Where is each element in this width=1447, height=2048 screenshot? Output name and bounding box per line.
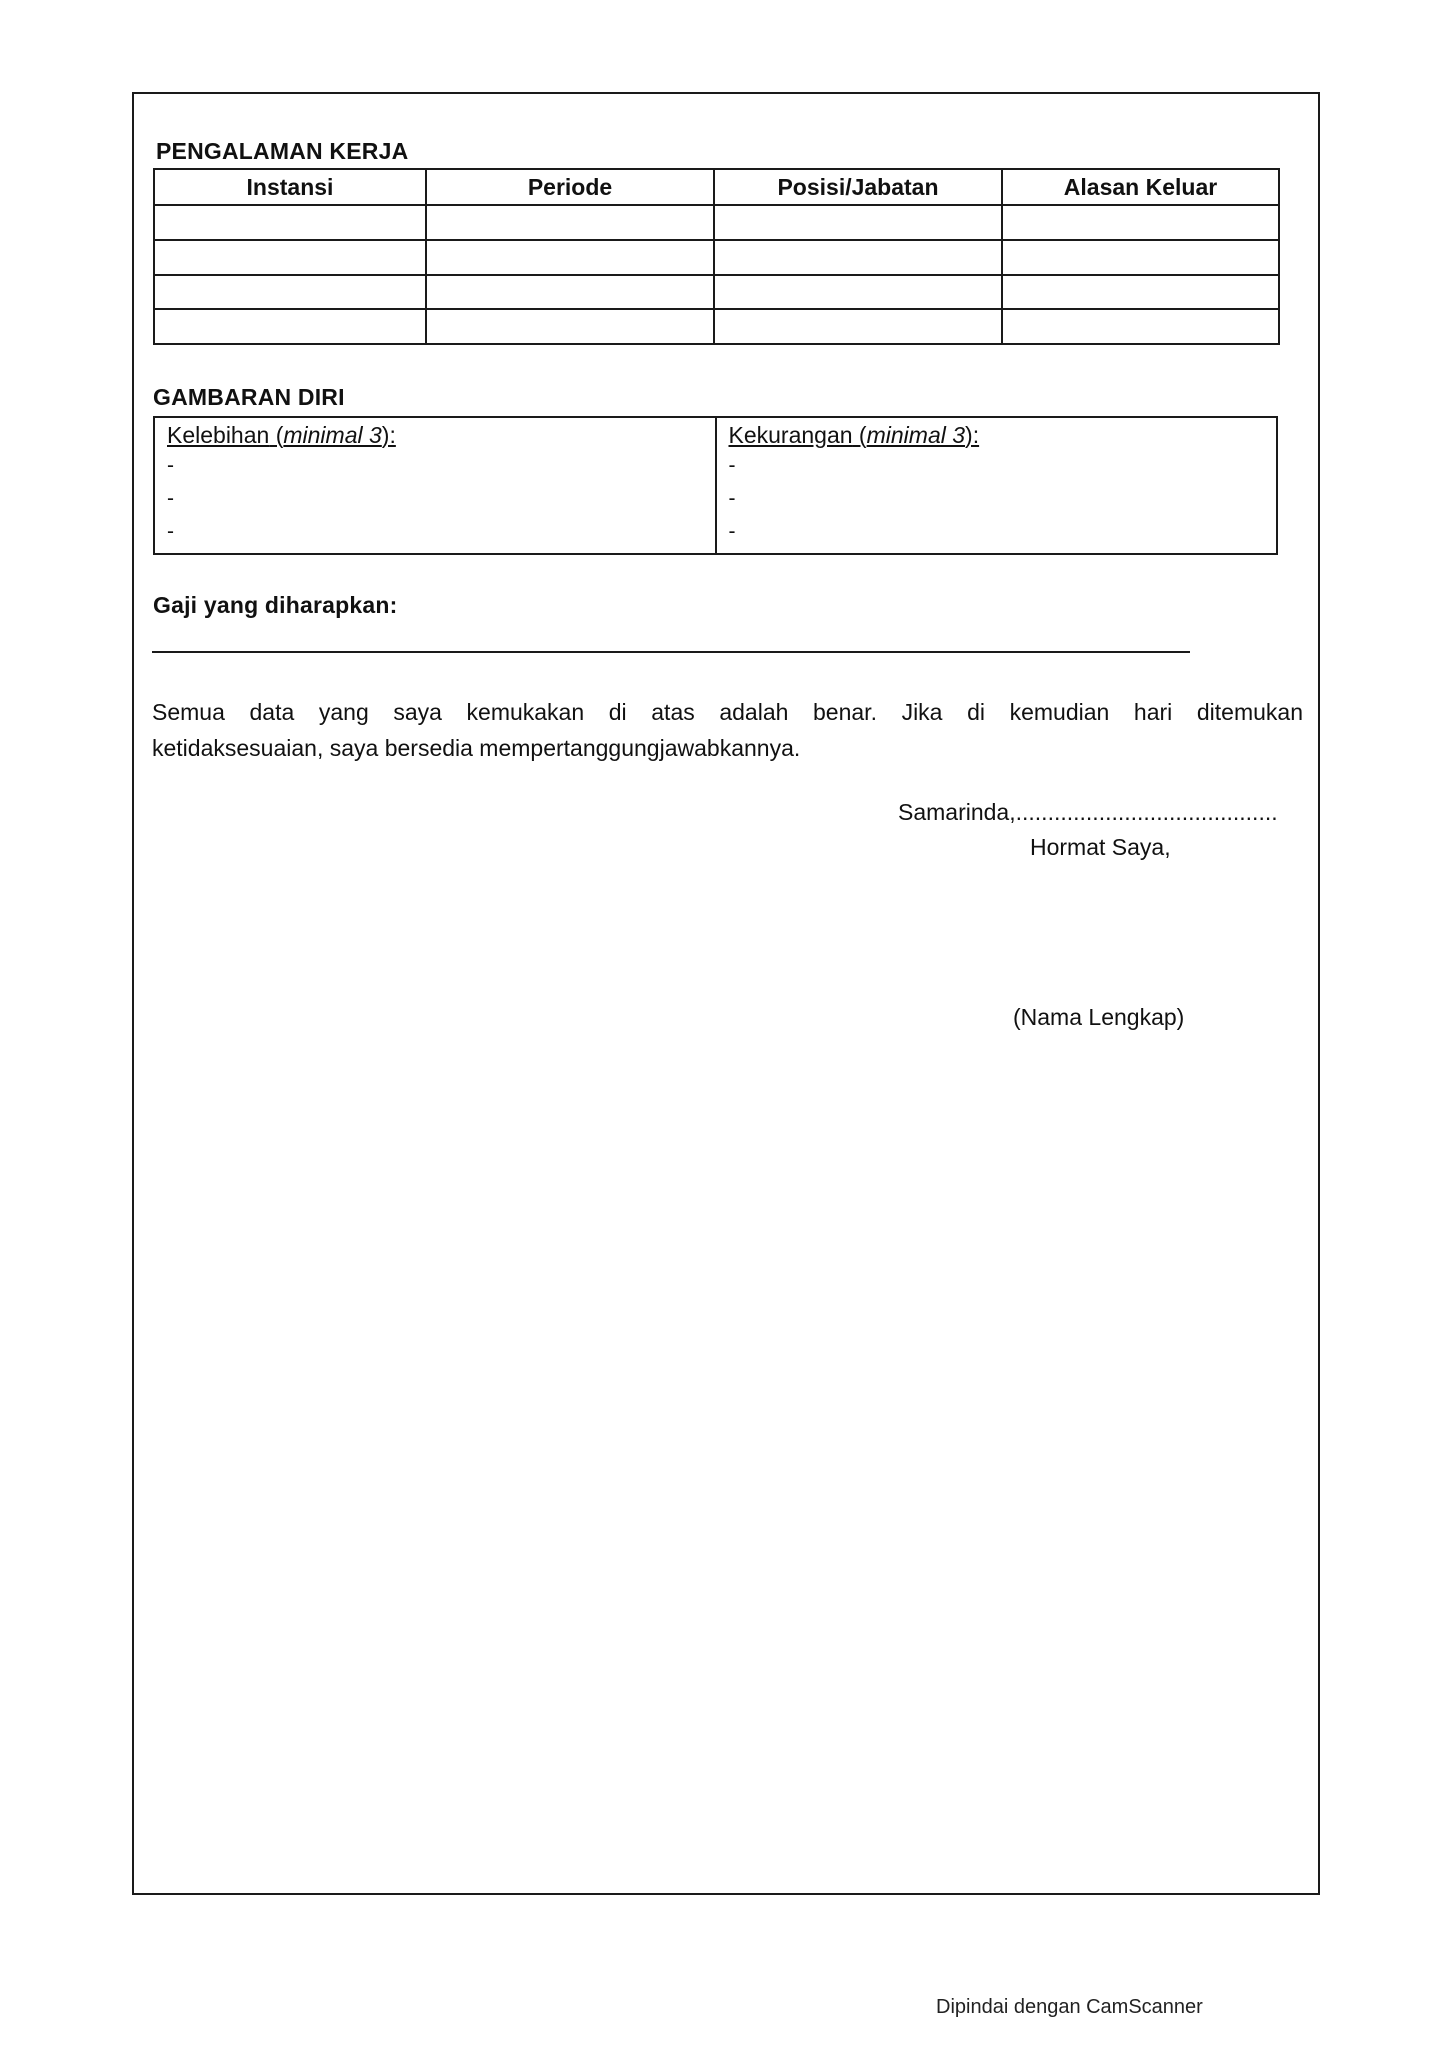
closing-greeting: Hormat Saya, — [1030, 834, 1171, 860]
table-cell[interactable] — [714, 205, 1002, 240]
expected-salary-field[interactable] — [152, 651, 1190, 653]
table-cell[interactable] — [714, 309, 1002, 344]
table-cell[interactable] — [426, 240, 714, 275]
column-header-periode: Periode — [426, 169, 714, 205]
weakness-bullet: - — [728, 487, 736, 510]
weakness-bullet: - — [728, 454, 736, 477]
table-cell[interactable] — [1002, 275, 1279, 310]
work-experience-table — [153, 168, 1280, 345]
table-cell[interactable] — [426, 205, 714, 240]
table-row — [154, 205, 1279, 240]
table-cell[interactable] — [154, 275, 426, 310]
table-header-row — [154, 169, 1279, 205]
table-cell[interactable] — [1002, 309, 1279, 344]
weaknesses-column[interactable] — [715, 418, 1277, 553]
table-cell[interactable] — [154, 240, 426, 275]
strengths-label: Kelebihan (minimal 3): — [167, 422, 396, 448]
table-cell[interactable] — [154, 205, 426, 240]
strength-bullet: - — [167, 454, 174, 477]
self-description-box — [153, 416, 1278, 555]
place-date-line[interactable]: Samarinda,......................................... — [898, 799, 1278, 825]
full-name-placeholder: (Nama Lengkap) — [1013, 1004, 1185, 1030]
strengths-column[interactable] — [155, 418, 715, 553]
table-cell[interactable] — [714, 240, 1002, 275]
self-description-title: GAMBARAN DIRI — [153, 384, 345, 410]
table-cell[interactable] — [714, 275, 1002, 310]
scanner-watermark: Dipindai dengan CamScanner — [936, 1996, 1203, 2018]
table-cell[interactable] — [426, 275, 714, 310]
table-row — [154, 275, 1279, 310]
strength-bullet: - — [167, 520, 174, 543]
work-experience-title: PENGALAMAN KERJA — [156, 138, 409, 164]
expected-salary-label: Gaji yang diharapkan: — [153, 592, 398, 618]
column-header-posisi: Posisi/Jabatan — [714, 169, 1002, 205]
page-border — [132, 92, 1320, 1895]
declaration-line-2: ketidaksesuaian, saya bersedia mempertanggungjawabkannya. — [152, 735, 801, 761]
strength-bullet: - — [167, 487, 174, 510]
declaration-statement — [152, 694, 1303, 766]
column-header-alasan-keluar: Alasan Keluar — [1002, 169, 1279, 205]
weaknesses-label: Kekurangan (minimal 3): — [728, 422, 980, 448]
table-cell[interactable] — [426, 309, 714, 344]
column-header-instansi: Instansi — [154, 169, 426, 205]
table-row — [154, 309, 1279, 344]
weakness-bullet: - — [728, 520, 736, 543]
table-cell[interactable] — [154, 309, 426, 344]
declaration-line-1: Semua data yang saya kemukakan di atas adalah benar. Jika di kemudian hari ditemukan — [152, 699, 1303, 725]
table-cell[interactable] — [1002, 205, 1279, 240]
table-cell[interactable] — [1002, 240, 1279, 275]
table-row — [154, 240, 1279, 275]
